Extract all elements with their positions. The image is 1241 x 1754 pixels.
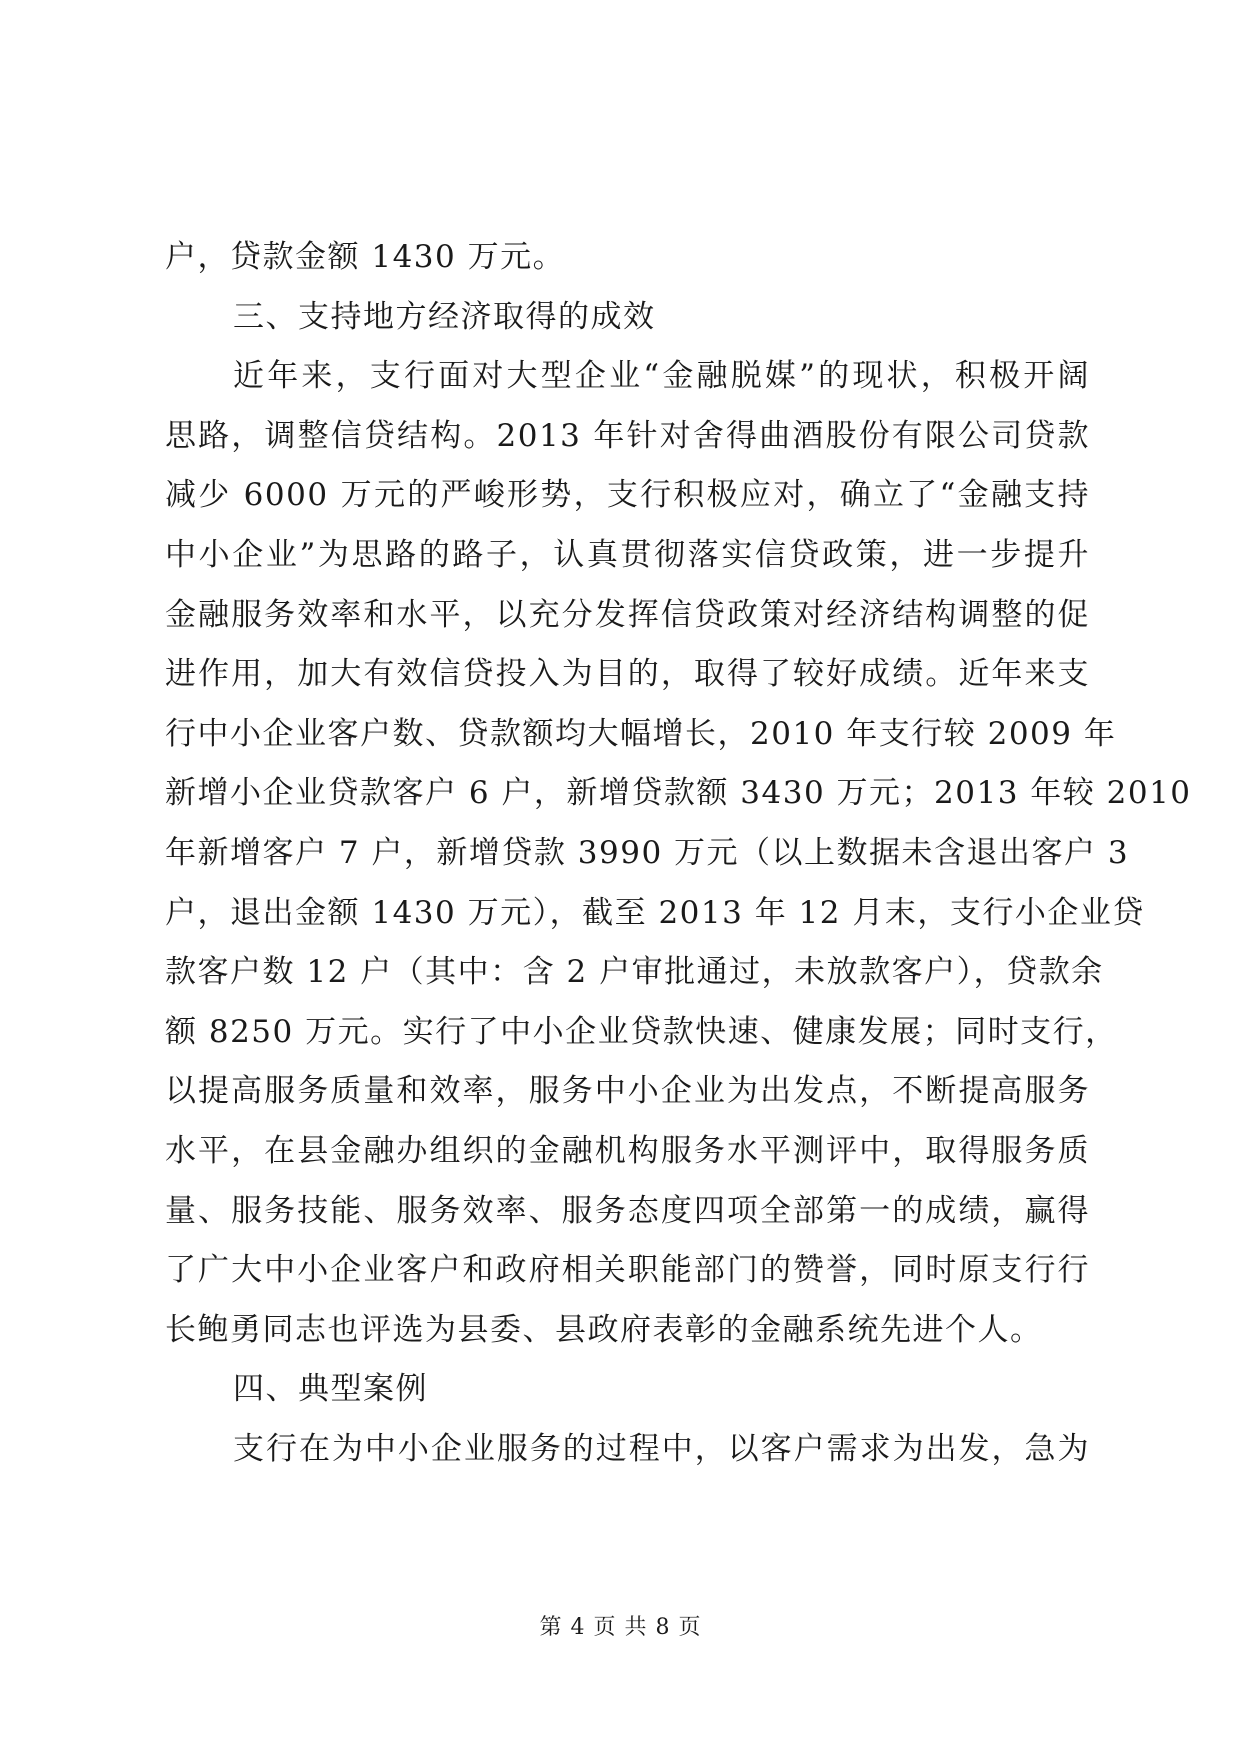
text-line: 近年来，支行面对大型企业“金融脱媒”的现状，积极开阔: [233, 358, 1090, 395]
text-line: 户，退出金额 1430 万元），截至 2013 年 12 月末，支行小企业贷: [165, 894, 1145, 931]
text-line: 中小企业”为思路的路子，认真贯彻落实信贷政策，进一步提升: [165, 536, 1090, 573]
text-line: 水平，在县金融办组织的金融机构服务水平测评中，取得服务质: [165, 1132, 1090, 1169]
text-line: 户，贷款金额 1430 万元。: [165, 239, 566, 275]
text-line: 支行在为中小企业服务的过程中，以客户需求为出发，急为: [233, 1430, 1090, 1467]
text-line: 量、服务技能、服务效率、服务态度四项全部第一的成绩，赢得: [165, 1192, 1090, 1229]
text-line: 额 8250 万元。实行了中小企业贷款快速、健康发展；同时支行，: [165, 1013, 1118, 1050]
text-line: 三、支持地方经济取得的成效: [233, 298, 656, 335]
page-footer: 第 4 页 共 8 页: [539, 1615, 702, 1640]
text-line: 金融服务效率和水平，以充分发挥信贷政策对经济结构调整的促: [165, 596, 1090, 633]
text-line: 思路，调整信贷结构。2013 年针对舍得曲酒股份有限公司贷款: [165, 417, 1090, 454]
text-line: 年新增客户 7 户，新增贷款 3990 万元（以上数据未含退出客户 3: [165, 834, 1130, 871]
text-line: 长鲍勇同志也评选为县委、县政府表彰的金融系统先进个人。: [165, 1311, 1043, 1348]
text-line: 以提高服务质量和效率，服务中小企业为出发点，不断提高服务: [165, 1073, 1090, 1110]
text-line: 了广大中小企业客户和政府相关职能部门的赞誉，同时原支行行: [165, 1252, 1090, 1289]
document-body: [165, 228, 1192, 1479]
text-line: 减少 6000 万元的严峻形势，支行积极应对，确立了“金融支持: [165, 477, 1090, 514]
text-line: 款客户数 12 户（其中：含 2 户审批通过，未放款客户），贷款余: [165, 954, 1104, 991]
text-line: 新增小企业贷款客户 6 户，新增贷款额 3430 万元；2013 年较 2010: [165, 775, 1192, 812]
text-line: 四、典型案例: [233, 1371, 428, 1408]
text-line: 进作用，加大有效信贷投入为目的，取得了较好成绩。近年来支: [165, 656, 1090, 693]
text-line: 行中小企业客户数、贷款额均大幅增长，2010 年支行较 2009 年: [165, 715, 1117, 752]
